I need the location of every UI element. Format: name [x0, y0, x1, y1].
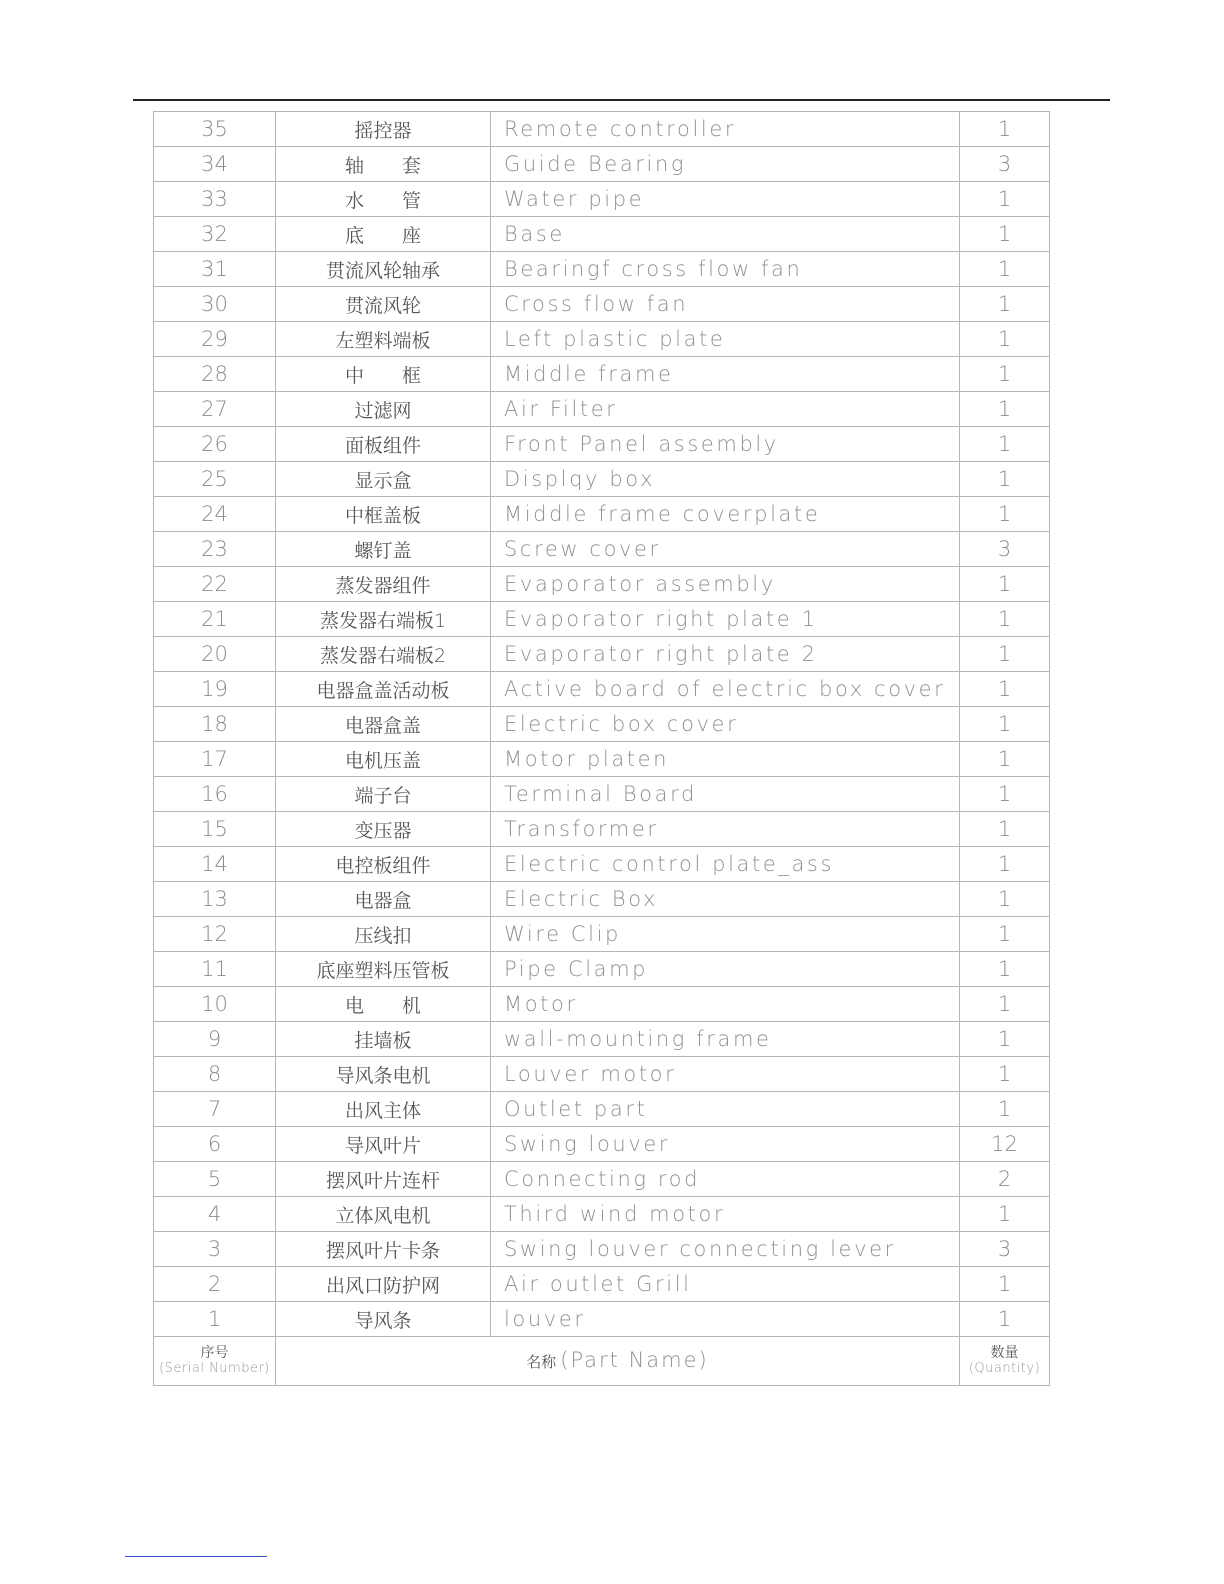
serial-number-cell: 17: [154, 742, 276, 777]
chinese-name-cell: 端子台: [276, 777, 491, 812]
quantity-cell: 1: [960, 182, 1050, 217]
chinese-name-cell: 显示盒: [276, 462, 491, 497]
quantity-header-en: (Quantity): [968, 1360, 1041, 1376]
quantity-cell: 1: [960, 602, 1050, 637]
table-row: [154, 1057, 1050, 1092]
part-name-cell: Front Panel assembly: [491, 427, 960, 462]
part-name-cell: Air Filter: [491, 392, 960, 427]
part-name-cell: Evaporator assembly: [491, 567, 960, 602]
table-header-row: [154, 1337, 1050, 1386]
serial-number-cell: 3: [154, 1232, 276, 1267]
table-row: [154, 357, 1050, 392]
table-row: [154, 602, 1050, 637]
part-name-header-cn: 名称: [526, 1353, 557, 1372]
serial-number-cell: 35: [154, 112, 276, 147]
serial-number-cell: 18: [154, 707, 276, 742]
serial-number-cell: 1: [154, 1302, 276, 1337]
part-name-cell: wall-mounting frame: [491, 1022, 960, 1057]
serial-number-cell: 26: [154, 427, 276, 462]
chinese-name-cell: 贯流风轮轴承: [276, 252, 491, 287]
serial-number-cell: 33: [154, 182, 276, 217]
table-row: [154, 742, 1050, 777]
table-row: [154, 497, 1050, 532]
table-row: [154, 847, 1050, 882]
table-row: [154, 182, 1050, 217]
chinese-name-cell: 左塑料端板: [276, 322, 491, 357]
chinese-name-cell: 电器盒盖活动板: [276, 672, 491, 707]
serial-number-cell: 21: [154, 602, 276, 637]
quantity-cell: 1: [960, 322, 1050, 357]
table-row: [154, 427, 1050, 462]
table-row: [154, 1197, 1050, 1232]
chinese-name-cell: 底 座: [276, 217, 491, 252]
part-name-cell: Pipe Clamp: [491, 952, 960, 987]
table-row: [154, 812, 1050, 847]
chinese-name-cell: 导风叶片: [276, 1127, 491, 1162]
part-name-cell: Evaporator right plate 2: [491, 637, 960, 672]
table-row: [154, 252, 1050, 287]
parts-list-table: [153, 111, 1050, 1386]
serial-number-cell: 9: [154, 1022, 276, 1057]
chinese-name-cell: 蒸发器右端板1: [276, 602, 491, 637]
serial-number-cell: 16: [154, 777, 276, 812]
part-name-cell: Water pipe: [491, 182, 960, 217]
table-row: [154, 707, 1050, 742]
part-name-cell: Remote controller: [491, 112, 960, 147]
chinese-name-cell: 面板组件: [276, 427, 491, 462]
part-name-cell: Connecting rod: [491, 1162, 960, 1197]
serial-number-cell: 13: [154, 882, 276, 917]
serial-number-cell: 23: [154, 532, 276, 567]
quantity-cell: 1: [960, 567, 1050, 602]
chinese-name-cell: 压线扣: [276, 917, 491, 952]
table-row: [154, 392, 1050, 427]
quantity-cell: 1: [960, 1022, 1050, 1057]
part-name-cell: Swing louver connecting lever: [491, 1232, 960, 1267]
table-row: [154, 777, 1050, 812]
part-name-cell: Base: [491, 217, 960, 252]
chinese-name-cell: 摆风叶片卡条: [276, 1232, 491, 1267]
table-row: [154, 1162, 1050, 1197]
serial-number-cell: 20: [154, 637, 276, 672]
chinese-name-cell: 出风主体: [276, 1092, 491, 1127]
serial-number-cell: 8: [154, 1057, 276, 1092]
serial-number-cell: 25: [154, 462, 276, 497]
serial-number-cell: 27: [154, 392, 276, 427]
serial-number-cell: 5: [154, 1162, 276, 1197]
quantity-cell: 1: [960, 427, 1050, 462]
chinese-name-cell: 过滤网: [276, 392, 491, 427]
part-name-cell: Electric Box: [491, 882, 960, 917]
part-name-cell: Air outlet Grill: [491, 1267, 960, 1302]
quantity-cell: 1: [960, 777, 1050, 812]
part-name-cell: Outlet part: [491, 1092, 960, 1127]
quantity-cell: 1: [960, 637, 1050, 672]
part-name-cell: Electric box cover: [491, 707, 960, 742]
chinese-name-cell: 电机压盖: [276, 742, 491, 777]
quantity-cell: 1: [960, 497, 1050, 532]
quantity-cell: 1: [960, 392, 1050, 427]
part-name-cell: Third wind motor: [491, 1197, 960, 1232]
part-name-cell: Swing louver: [491, 1127, 960, 1162]
chinese-name-cell: 轴 套: [276, 147, 491, 182]
quantity-cell: 2: [960, 1162, 1050, 1197]
table-row: [154, 987, 1050, 1022]
serial-number-cell: 7: [154, 1092, 276, 1127]
part-name-cell: Cross flow fan: [491, 287, 960, 322]
chinese-name-cell: 挂墙板: [276, 1022, 491, 1057]
serial-number-cell: 4: [154, 1197, 276, 1232]
chinese-name-cell: 水 管: [276, 182, 491, 217]
quantity-cell: 3: [960, 147, 1050, 182]
top-rule: [133, 99, 1110, 101]
part-name-cell: Evaporator right plate 1: [491, 602, 960, 637]
chinese-name-cell: 螺钉盖: [276, 532, 491, 567]
table-row: [154, 1127, 1050, 1162]
chinese-name-cell: 底座塑料压管板: [276, 952, 491, 987]
quantity-cell: 1: [960, 287, 1050, 322]
part-name-cell: Middle frame coverplate: [491, 497, 960, 532]
chinese-name-cell: 电 机: [276, 987, 491, 1022]
table-row: [154, 532, 1050, 567]
table-row: [154, 1232, 1050, 1267]
part-name-cell: Transformer: [491, 812, 960, 847]
footnote-rule: [125, 1556, 267, 1557]
quantity-cell: 1: [960, 672, 1050, 707]
chinese-name-cell: 变压器: [276, 812, 491, 847]
quantity-header-cn: 数量: [990, 1345, 1019, 1362]
quantity-header: [960, 1337, 1050, 1386]
table-row: [154, 112, 1050, 147]
table-row: [154, 1092, 1050, 1127]
part-name-cell: Louver motor: [491, 1057, 960, 1092]
part-name-header-en: (Part Name): [560, 1348, 709, 1373]
serial-number-cell: 28: [154, 357, 276, 392]
chinese-name-cell: 贯流风轮: [276, 287, 491, 322]
quantity-cell: 1: [960, 707, 1050, 742]
quantity-cell: 12: [960, 1127, 1050, 1162]
quantity-cell: 1: [960, 1092, 1050, 1127]
parts-list-body: [154, 112, 1050, 1337]
quantity-cell: 1: [960, 252, 1050, 287]
table-row: [154, 952, 1050, 987]
table-row: [154, 917, 1050, 952]
part-name-cell: Guide Bearing: [491, 147, 960, 182]
part-name-cell: Motor: [491, 987, 960, 1022]
part-name-cell: Screw cover: [491, 532, 960, 567]
serial-number-cell: 6: [154, 1127, 276, 1162]
table-row: [154, 1022, 1050, 1057]
quantity-cell: 1: [960, 1267, 1050, 1302]
part-name-cell: louver: [491, 1302, 960, 1337]
quantity-cell: 1: [960, 917, 1050, 952]
quantity-cell: 1: [960, 112, 1050, 147]
serial-number-cell: 32: [154, 217, 276, 252]
serial-number-cell: 19: [154, 672, 276, 707]
chinese-name-cell: 导风条电机: [276, 1057, 491, 1092]
chinese-name-cell: 中 框: [276, 357, 491, 392]
serial-number-cell: 10: [154, 987, 276, 1022]
quantity-cell: 1: [960, 882, 1050, 917]
part-name-cell: Wire Clip: [491, 917, 960, 952]
table-row: [154, 672, 1050, 707]
serial-number-cell: 24: [154, 497, 276, 532]
part-name-cell: Displqy box: [491, 462, 960, 497]
table-row: [154, 217, 1050, 252]
part-name-cell: Middle frame: [491, 357, 960, 392]
quantity-cell: 1: [960, 847, 1050, 882]
quantity-cell: 1: [960, 1197, 1050, 1232]
table-row: [154, 147, 1050, 182]
serial-number-header-en: (Serial Number): [159, 1360, 270, 1376]
serial-number-header-cn: 序号: [200, 1345, 229, 1362]
part-name-cell: Electric control plate_ass: [491, 847, 960, 882]
part-name-header: [276, 1337, 960, 1386]
serial-number-cell: 34: [154, 147, 276, 182]
table-row: [154, 462, 1050, 497]
quantity-cell: 1: [960, 742, 1050, 777]
serial-number-header: [154, 1337, 276, 1386]
table-row: [154, 567, 1050, 602]
serial-number-cell: 22: [154, 567, 276, 602]
serial-number-cell: 11: [154, 952, 276, 987]
quantity-cell: 1: [960, 217, 1050, 252]
table-row: [154, 882, 1050, 917]
table-row: [154, 322, 1050, 357]
serial-number-cell: 29: [154, 322, 276, 357]
serial-number-cell: 31: [154, 252, 276, 287]
serial-number-cell: 12: [154, 917, 276, 952]
chinese-name-cell: 电控板组件: [276, 847, 491, 882]
serial-number-cell: 30: [154, 287, 276, 322]
chinese-name-cell: 导风条: [276, 1302, 491, 1337]
serial-number-cell: 15: [154, 812, 276, 847]
quantity-cell: 3: [960, 1232, 1050, 1267]
quantity-cell: 1: [960, 952, 1050, 987]
chinese-name-cell: 出风口防护网: [276, 1267, 491, 1302]
chinese-name-cell: 摆风叶片连杆: [276, 1162, 491, 1197]
part-name-cell: Bearingf cross flow fan: [491, 252, 960, 287]
quantity-cell: 1: [960, 1302, 1050, 1337]
table-row: [154, 287, 1050, 322]
chinese-name-cell: 蒸发器右端板2: [276, 637, 491, 672]
chinese-name-cell: 摇控器: [276, 112, 491, 147]
part-name-cell: Motor platen: [491, 742, 960, 777]
part-name-cell: Terminal Board: [491, 777, 960, 812]
serial-number-cell: 2: [154, 1267, 276, 1302]
part-name-cell: Left plastic plate: [491, 322, 960, 357]
table-row: [154, 1302, 1050, 1337]
quantity-cell: 1: [960, 1057, 1050, 1092]
chinese-name-cell: 中框盖板: [276, 497, 491, 532]
table-row: [154, 637, 1050, 672]
quantity-cell: 3: [960, 532, 1050, 567]
quantity-cell: 1: [960, 987, 1050, 1022]
chinese-name-cell: 立体风电机: [276, 1197, 491, 1232]
part-name-cell: Active board of electric box cover: [491, 672, 960, 707]
quantity-cell: 1: [960, 812, 1050, 847]
table-row: [154, 1267, 1050, 1302]
quantity-cell: 1: [960, 462, 1050, 497]
quantity-cell: 1: [960, 357, 1050, 392]
chinese-name-cell: 蒸发器组件: [276, 567, 491, 602]
chinese-name-cell: 电器盒: [276, 882, 491, 917]
serial-number-cell: 14: [154, 847, 276, 882]
chinese-name-cell: 电器盒盖: [276, 707, 491, 742]
